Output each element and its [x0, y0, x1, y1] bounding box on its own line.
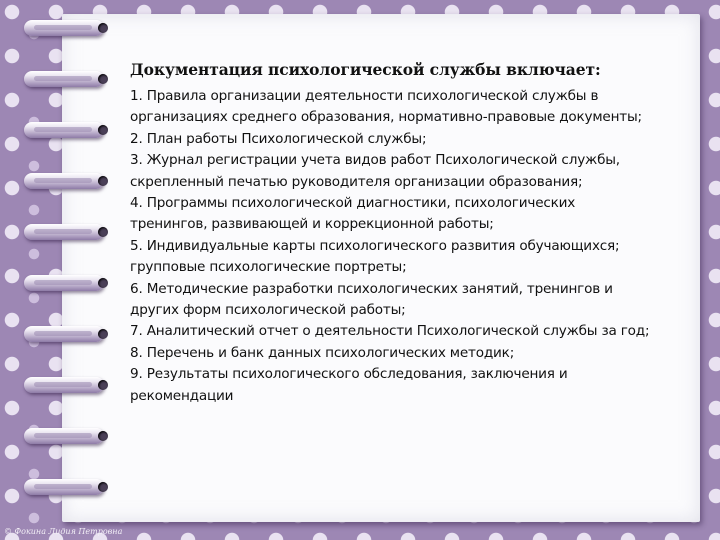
list-item: 5. Индивидуальные карты психологического развития обучающихся; групповые психологические портреты; [130, 237, 620, 276]
spiral-ring [24, 20, 104, 36]
spiral-ring [24, 377, 104, 393]
spiral-ring [24, 479, 104, 495]
spiral-ring [24, 173, 104, 189]
list-item: 1. Правила организации деятельности психологической службы в организациях среднего образования, нормативно-правовые документы; [130, 88, 642, 126]
author-watermark: © Фокина Лидия Петровна [4, 527, 123, 536]
list-item: 4. Программы психологической диагностики, психологических тренингов, развивающей и коррекционной работы; [130, 195, 576, 233]
list-item: 7. Аналитический отчет о деятельности Психологической службы за год; [130, 323, 650, 340]
spiral-binding [24, 20, 114, 520]
spiral-ring [24, 326, 104, 342]
spiral-ring [24, 224, 104, 240]
spiral-ring [24, 122, 104, 138]
list-item: 2. План работы Психологической службы; [130, 130, 427, 147]
spiral-ring [24, 71, 104, 87]
list-item: 3. Журнал регистрации учета видов работ Психологической службы, скрепленный печатью руководителя организации образования; [130, 152, 620, 190]
list-item: 9. Результаты психологического обследования, заключения и рекомендации [130, 366, 568, 404]
spiral-ring [24, 428, 104, 444]
list-item: 8. Перечень и банк данных психологических методик; [130, 344, 515, 361]
list-item: 6. Методические разработки психологических занятий, тренингов и других форм психологической работы; [130, 280, 613, 319]
document-title: Документация психологической службы включает: [130, 60, 601, 79]
document-content [130, 60, 650, 407]
spiral-ring [24, 275, 104, 291]
